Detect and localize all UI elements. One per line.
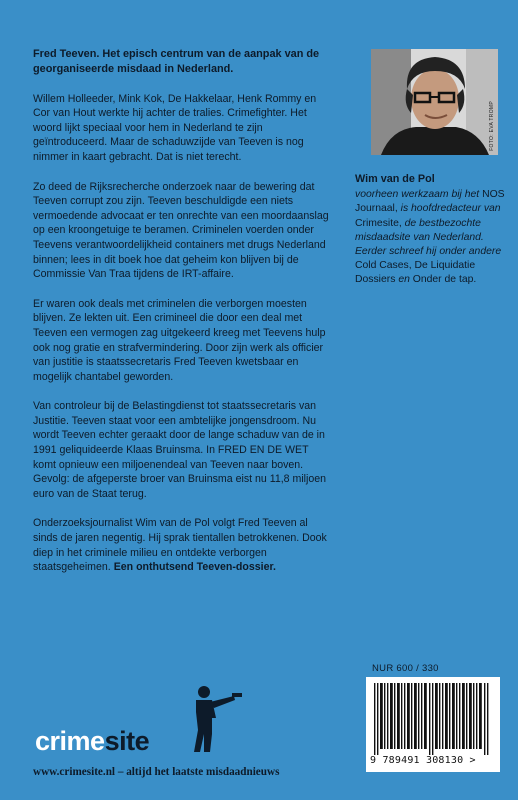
- bio-part-1: voorheen werkzaam bij het: [355, 189, 480, 201]
- blurb-paragraph-2: Zo deed de Rijksrecherche onderzoek naar de bewering dat Teeven corrupt zou zijn. Teeven beschuldigde een niets vermoedende advocaat er ten onrechte van een moordaanslag op een kroongetuige te beramen. Criminelen voerden onder Teevens verantwoordelijkheid containers met drugs Nederland binnen; lees in dit boek hoe dat geheim kon blijven bij de Commissie Van Traa tijdens de IRT-affaire.: [33, 180, 329, 281]
- closing-emphasis: Een onthutsend Teeven-dossier.: [113, 561, 276, 574]
- lead-paragraph: Fred Teeven. Het episch centrum van de aanpak van de georganiseerde misdaad in Nederland.: [33, 48, 320, 75]
- portrait-image: [371, 49, 498, 155]
- bio-part-4: Crimesite,: [355, 217, 402, 229]
- bio-part-8: Onder de tap.: [412, 274, 477, 286]
- bio-part-5: de bestbezochte misdaadsite van Nederland. Eerder schreef hij onder andere: [355, 217, 502, 258]
- blurb-column: [33, 47, 333, 590]
- author-bio: [355, 172, 505, 288]
- closing-text: Onderzoeksjournalist Wim van de Pol volgt Fred Teeven al sinds de jaren negentig. Hij sprak tientallen betrokkenen. Dook diep in het criminele milieu en ontdekte verborgen staatsgeheimen.: [33, 517, 327, 574]
- barcode-bars: [374, 683, 492, 755]
- bio-part-3: is hoofdredacteur van: [400, 203, 501, 215]
- logo-part-site: site: [104, 726, 150, 756]
- photo-credit: FOTO: EVA TROMP: [489, 101, 495, 151]
- crimesite-logo: [35, 726, 149, 757]
- website-tagline: www.crimesite.nl – altijd het laatste misdaadnieuws: [33, 766, 280, 778]
- bio-part-7: en: [398, 274, 410, 286]
- blurb-paragraph-4: Van controleur bij de Belastingdienst tot staatssecretaris van Justitie. Teeven staat voor een ambtelijke jongensdroom. Nu wordt Teeven echter geraakt door de lange schaduw van de in 1991 geliquideerde Klaas Bruinsma. In FRED EN DE WET komt opnieuw een miljoenendeal van Teeven naar boven. Gevolg: de afgeperste broer van Bruinsma eist nu 11,8 miljoen euro van de Staat terug.: [33, 400, 327, 500]
- bio-part-6: Cold Cases, De Liquidatie Dossiers: [355, 260, 476, 286]
- blurb-paragraph-3: Er waren ook deals met criminelen die verborgen moesten blijven. Ze lekten uit. Een crimineel die door een deal met Teeven een vermogen zag uitgekeerd kreeg met Teevens hulp ook nog gratie en strafvermindering. Door zijn werk als officier van justitie is staatssecretaris Fred Teeven kwetsbaar en mogelijk chantabel geworden.: [33, 297, 326, 383]
- isbn-barcode: [366, 677, 500, 772]
- author-bio-text: [355, 188, 505, 287]
- bio-part-2: NOS Journaal,: [355, 189, 505, 215]
- author-name: Wim van de Pol: [355, 173, 435, 185]
- isbn-digits: 9 789491 308130 >: [370, 755, 476, 766]
- closing-paragraph: [33, 516, 333, 574]
- author-photo: [371, 49, 498, 155]
- logo-part-crime: crime: [35, 726, 105, 756]
- gunman-silhouette-logo-icon: [182, 682, 252, 752]
- blurb-paragraph-1: Willem Holleeder, Mink Kok, De Hakkelaar, Henk Rommy en Cor van Hout werkte hij achter de tralies. Crimefighter. Het woord lijkt speciaal voor hem in Nederland te zijn geïntroduceerd. Maar de schaduwzijde van Teeven is nog nimmer in kaart gebracht. Dat is niet terecht.: [33, 92, 317, 163]
- nur-code: NUR 600 / 330: [372, 663, 439, 674]
